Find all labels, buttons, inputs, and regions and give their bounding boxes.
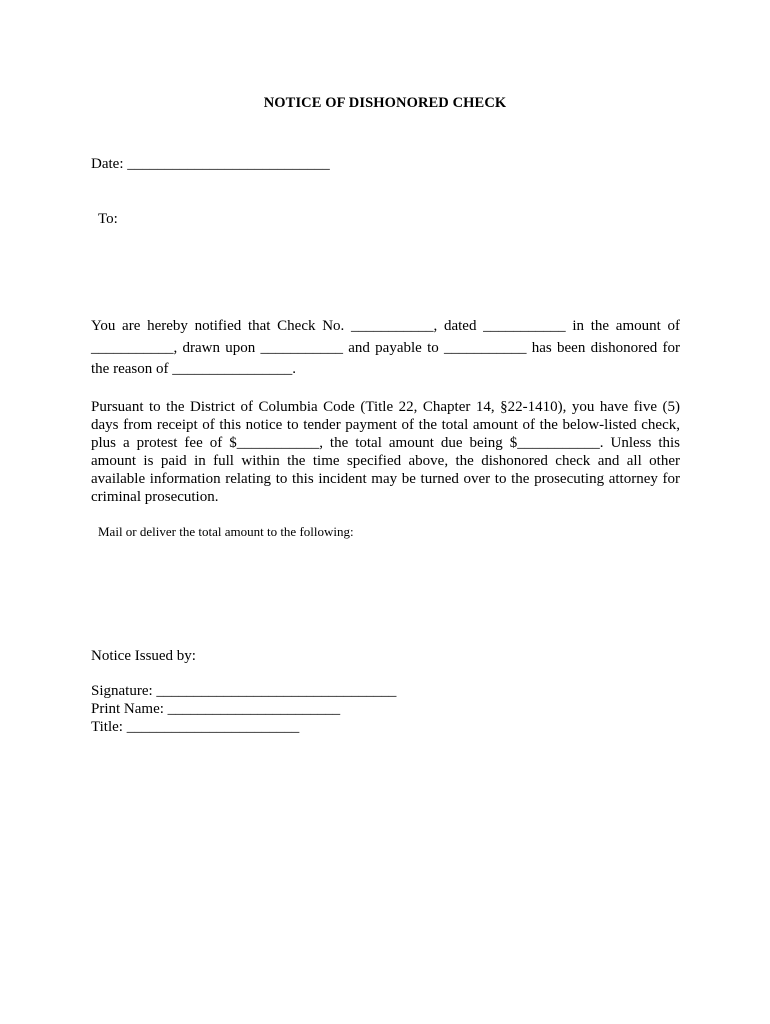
print-name-line: Print Name: _______________________ — [91, 701, 341, 717]
payment-terms-paragraph: Pursuant to the District of Columbia Code (Title 22, Chapter 14, §22-1410), you have five (5) days from receipt of this notice to tender payment of the total amount of the below-listed check, plus a protest fee of $___________, the total amount due being $___________. Unless this amount is paid in full within the time specified above, the dishonored check and all other available information relating to this incident may be turned over to the prosecuting attorney for criminal prosecution. — [91, 399, 680, 505]
mail-instruction: Mail or deliver the total amount to the following: — [98, 524, 354, 539]
date-line: Date: ___________________________ — [91, 156, 330, 172]
to-label: To: — [98, 211, 118, 227]
issued-by-label: Notice Issued by: — [91, 648, 196, 664]
notice-paragraph: You are hereby notified that Check No. ___________, dated ___________ in the amount of ___________, drawn upon ___________ and payable to ___________ has been dishonored for the reason of ________________. — [91, 318, 680, 377]
title-line: Title: _______________________ — [91, 719, 300, 735]
signature-line: Signature: ________________________________ — [91, 683, 397, 699]
document-title: NOTICE OF DISHONORED CHECK — [263, 95, 507, 111]
